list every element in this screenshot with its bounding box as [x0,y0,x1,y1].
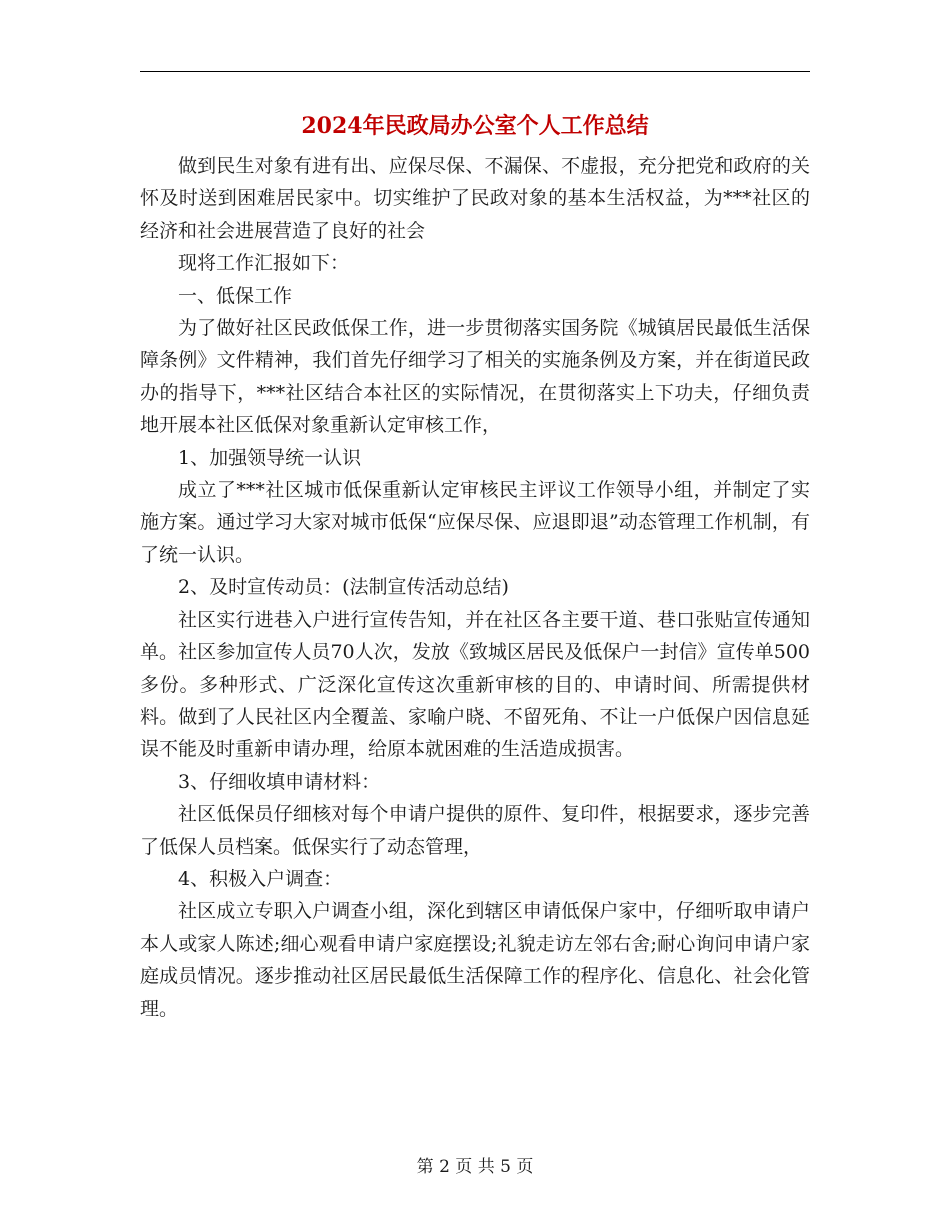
subheading-leadership: 1、加强领导统一认识 [178,446,362,469]
section-heading-dibao: 一、低保工作 [178,284,293,307]
page-number-footer: 第 2 页 共 5 页 [416,1157,534,1177]
subheading-investigation: 4、积极入户调查： [178,867,343,890]
paragraph-leadership: 成立了***社区城市低保重新认定审核民主评议工作领导小组，并制定了实施方案。通过学习大家对城市低保“应保尽保、应退即退”动态管理工作机制，有了统一认识。 [140,479,810,566]
document-title: 2024年民政局办公室个人工作总结 [301,113,649,139]
paragraph-report-lead: 现将工作汇报如下： [178,252,350,275]
subheading-publicity: 2、及时宣传动员：(法制宣传活动总结) [178,576,509,599]
paragraph-materials: 社区低保员仔细核对每个申请户提供的原件、复印件，根据要求，逐步完善了低保人员档案。低保实行了动态管理， [140,803,810,858]
header-rule [140,71,810,72]
paragraph-dibao-overview: 为了做好社区民政低保工作，进一步贯彻落实国务院《城镇居民最低生活保障条例》文件精神，我们首先仔细学习了相关的实施条例及方案，并在街道民政办的指导下，***社区结合本社区的实际情况，在贯彻落实上下功夫，仔细负责地开展本社区低保对象重新认定审核工作， [140,317,810,437]
document-body [140,150,810,1025]
subheading-materials: 3、仔细收填申请材料： [178,770,381,793]
paragraph-publicity: 社区实行进巷入户进行宣传告知，并在社区各主要干道、巷口张贴宣传通知单。社区参加宣传人员70人次，发放《致城区居民及低保户一封信》宣传单500多份。多种形式、广泛深化宣传这次重新审核的目的、申请时间、所需提供材料。做到了人民社区内全覆盖、家喻户晓、不留死角、不让一户低保户因信息延误不能及时重新申请办理，给原本就困难的生活造成损害。 [140,608,810,761]
paragraph-investigation: 社区成立专职入户调查小组，深化到辖区申请低保户家中，仔细听取申请户本人或家人陈述;细心观看申请户家庭摆设;礼貌走访左邻右舍;耐心询问申请户家庭成员情况。逐步推动社区居民最低生活保障工作的程序化、信息化、社会化管理。 [140,900,810,1020]
paragraph-intro: 做到民生对象有进有出、应保尽保、不漏保、不虚报，充分把党和政府的关怀及时送到困难居民家中。切实维护了民政对象的基本生活权益，为***社区的经济和社会进展营造了良好的社会 [140,155,810,242]
